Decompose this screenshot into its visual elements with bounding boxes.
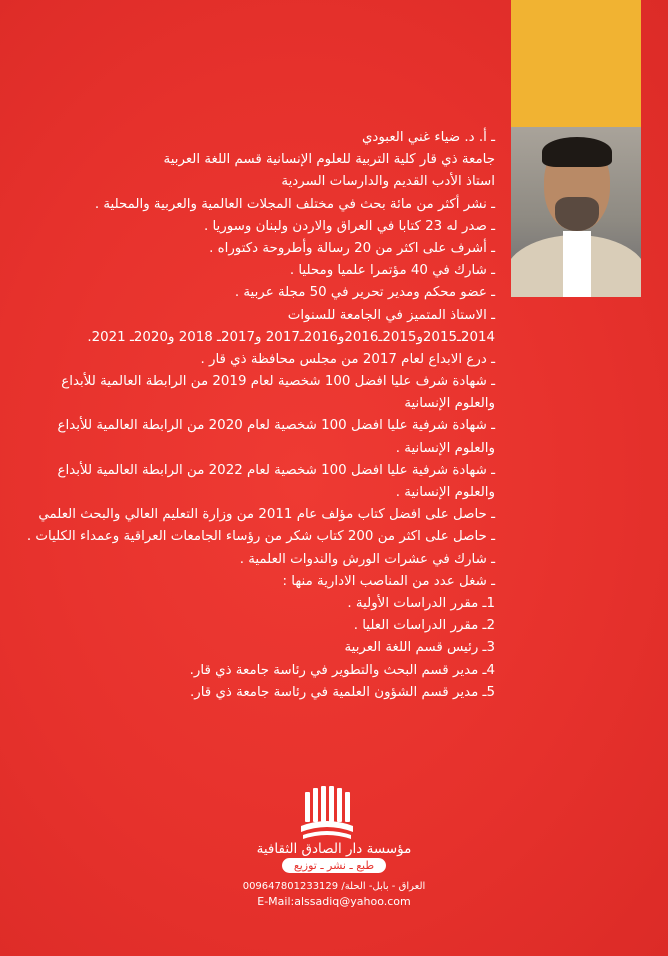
author-photo (511, 127, 641, 297)
bio-line: 3ـ رئيس قسم اللغة العربية (344, 640, 495, 656)
photo-beard (555, 197, 599, 231)
bio-line: 5ـ مدير قسم الشؤون العلمية في رئاسة جامعة ذي قار. (189, 684, 495, 700)
bio-line: ـ حاصل على افضل كتاب مؤلف عام 2011 من وزارة التعليم العالي والبحث العلمي (38, 507, 495, 523)
photo-collar (563, 231, 591, 297)
bio-line: ـ أ. د. ضياء غني العبودي (361, 130, 495, 145)
bio-line: ـ شهادة شرفية عليا افضل 100 شخصية لعام 2020 من الرابطة العالمية للأبداع (57, 418, 495, 434)
book-stack-logo-icon (297, 786, 357, 842)
bio-line: والعلوم الإنسانية (404, 396, 495, 412)
bio-line: ـ نشر أكثر من مائة بحث في مختلف المجلات العالمية والعربية والمحلية . (94, 196, 495, 212)
bio-line: ـ حاصل على اكثر من 200 كتاب شكر من رؤساء الجامعات العراقية وعمداء الكليات . (26, 529, 495, 545)
bio-line: جامعة ذي قار كلية التربية للعلوم الإنسانية قسم اللغة العربية (163, 152, 495, 168)
author-bio (26, 127, 495, 704)
bio-line: ـ عضو محكم ومدير تحرير في 50 مجلة عربية . (234, 285, 495, 301)
publisher-address: العراق - بابل- الحلة/ 009647801233129 (242, 881, 426, 892)
bio-line: ـ شارك في عشرات الورش والندوات العلمية . (239, 551, 495, 567)
publisher-email: E-Mail:alssadiq@yahoo.com (257, 895, 411, 908)
bio-line: ـ صدر له 23 كتابا في العراق والاردن ولبنان وسوريا . (203, 218, 495, 234)
bio-line: ـ أشرف على اكثر من 20 رسالة وأطروحة دكتوراه . (209, 240, 495, 256)
bio-line: ـ شهادة شرف عليا افضل 100 شخصية لعام 2019 من الرابطة العالمية للأبداع (61, 374, 495, 390)
yellow-band (511, 0, 641, 130)
bio-line: ـ الاستاذ المتميز في الجامعة للسنوات (287, 307, 495, 323)
publisher-name: مؤسسة دار الصادق الثقافية (256, 841, 412, 857)
bio-line: ـ درع الابداع لعام 2017 من مجلس محافظة ذي قار . (200, 351, 495, 367)
photo-hair (542, 137, 612, 167)
bio-line: والعلوم الإنسانية . (395, 440, 495, 456)
bio-line: والعلوم الإنسانية . (395, 485, 495, 500)
publisher-services-badge: طبع ـ نشر ـ توزيع (282, 858, 386, 873)
bio-line: 4ـ مدير قسم البحث والتطوير في رئاسة جامعة ذي قار. (189, 662, 495, 678)
bio-line: 2ـ مقرر الدراسات العليا . (353, 618, 495, 634)
bio-line: 2014ـ2015و2015ـ2016و2016ـ2017 و2017ـ 2018 و2020ـ 2021. (87, 329, 495, 345)
bio-line: ـ شغل عدد من المناصب الادارية منها : (282, 573, 495, 589)
bio-line: ـ شارك في 40 مؤتمرا علميا ومحليا . (289, 263, 495, 279)
bio-line: استاذ الأدب القديم والدارسات السردية (281, 174, 495, 190)
bio-line: ـ شهادة شرفية عليا افضل 100 شخصية لعام 2022 من الرابطة العالمية للأبداع (57, 462, 495, 478)
bio-line: 1ـ مقرر الدراسات الأولية . (347, 595, 495, 611)
